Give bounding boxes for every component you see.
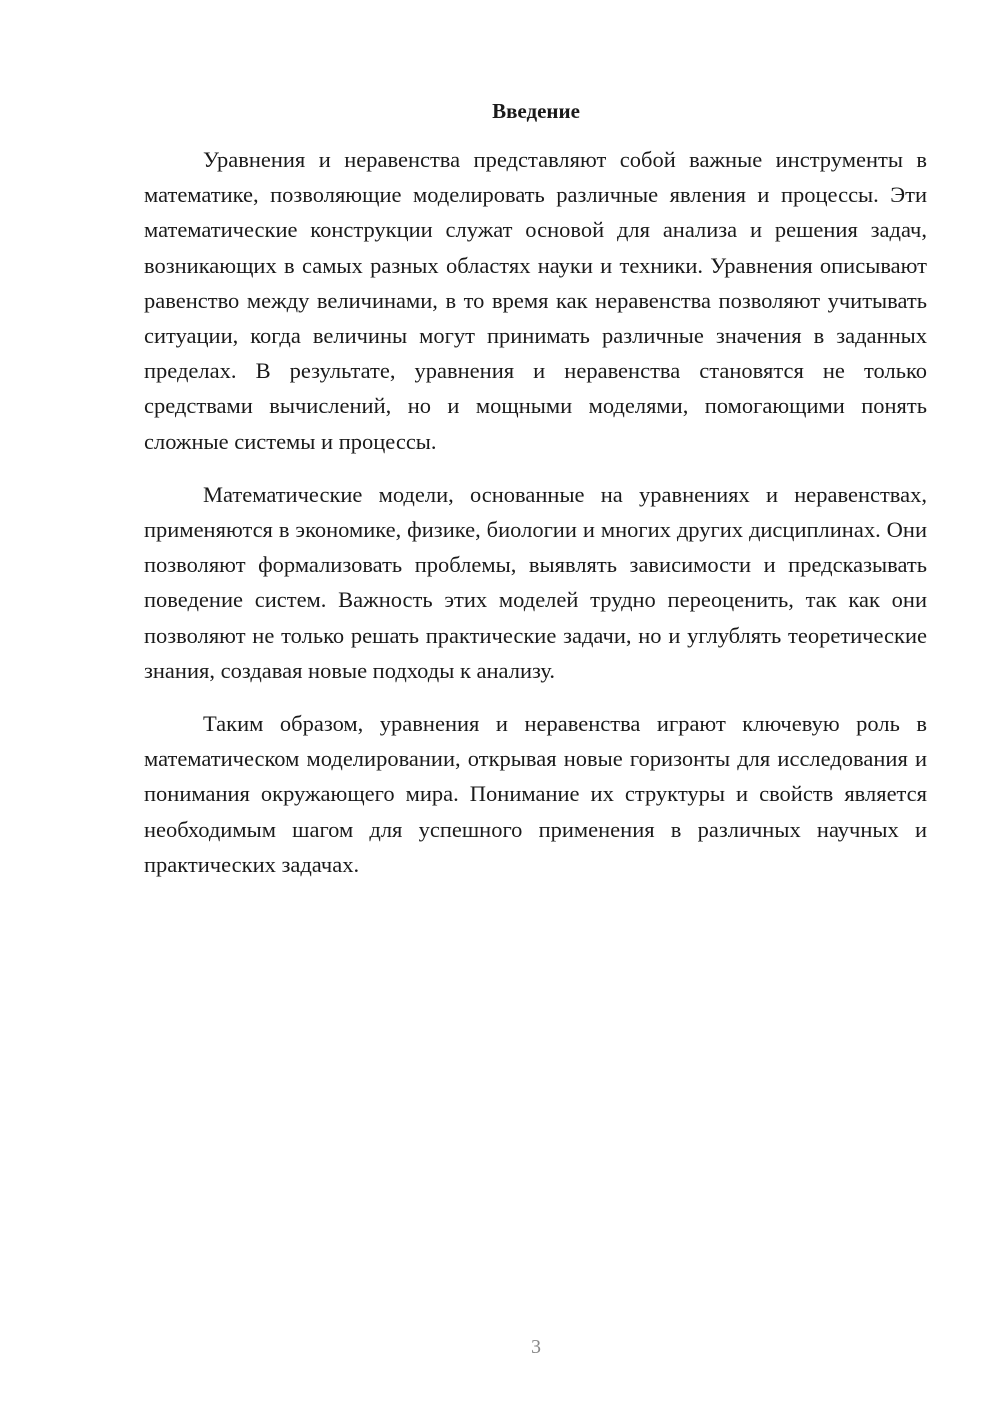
- paragraph-3: Таким образом, уравнения и неравенства играют ключевую роль в математическом моделировании, открывая новые горизонты для исследования и понимания окружающего мира. Понимание их структуры и свойств является необходимым шагом для успешного применения в различных научных и практических задачах.: [144, 711, 927, 877]
- page-number: 3: [531, 1336, 541, 1358]
- page-title: Введение: [492, 99, 580, 123]
- paragraph-2: Математические модели, основанные на уравнениях и неравенствах, применяются в экономике, физике, биологии и многих других дисциплинах. Они позволяют формализовать проблемы, выявлять зависимости и предсказывать поведение систем. Важность этих моделей трудно переоценить, так как они позволяют не только решать практические задачи, но и углублять теоретические знания, создавая новые подходы к анализу.: [144, 481, 927, 683]
- paragraph-1: Уравнения и неравенства представляют собой важные инструменты в математике, позволяющие моделировать различные явления и процессы. Эти математические конструкции служат основой для анализа и решения задач, возникающих в самых разных областях науки и техники. Уравнения описывают равенство между величинами, в то время как неравенства позволяют учитывать ситуации, когда величины могут принимать различные значения в заданных пределах. В результате, уравнения и неравенства становятся не только средствами вычислений, но и мощными моделями, помогающими понять сложные системы и процессы.: [144, 147, 927, 454]
- body-text: [144, 142, 927, 900]
